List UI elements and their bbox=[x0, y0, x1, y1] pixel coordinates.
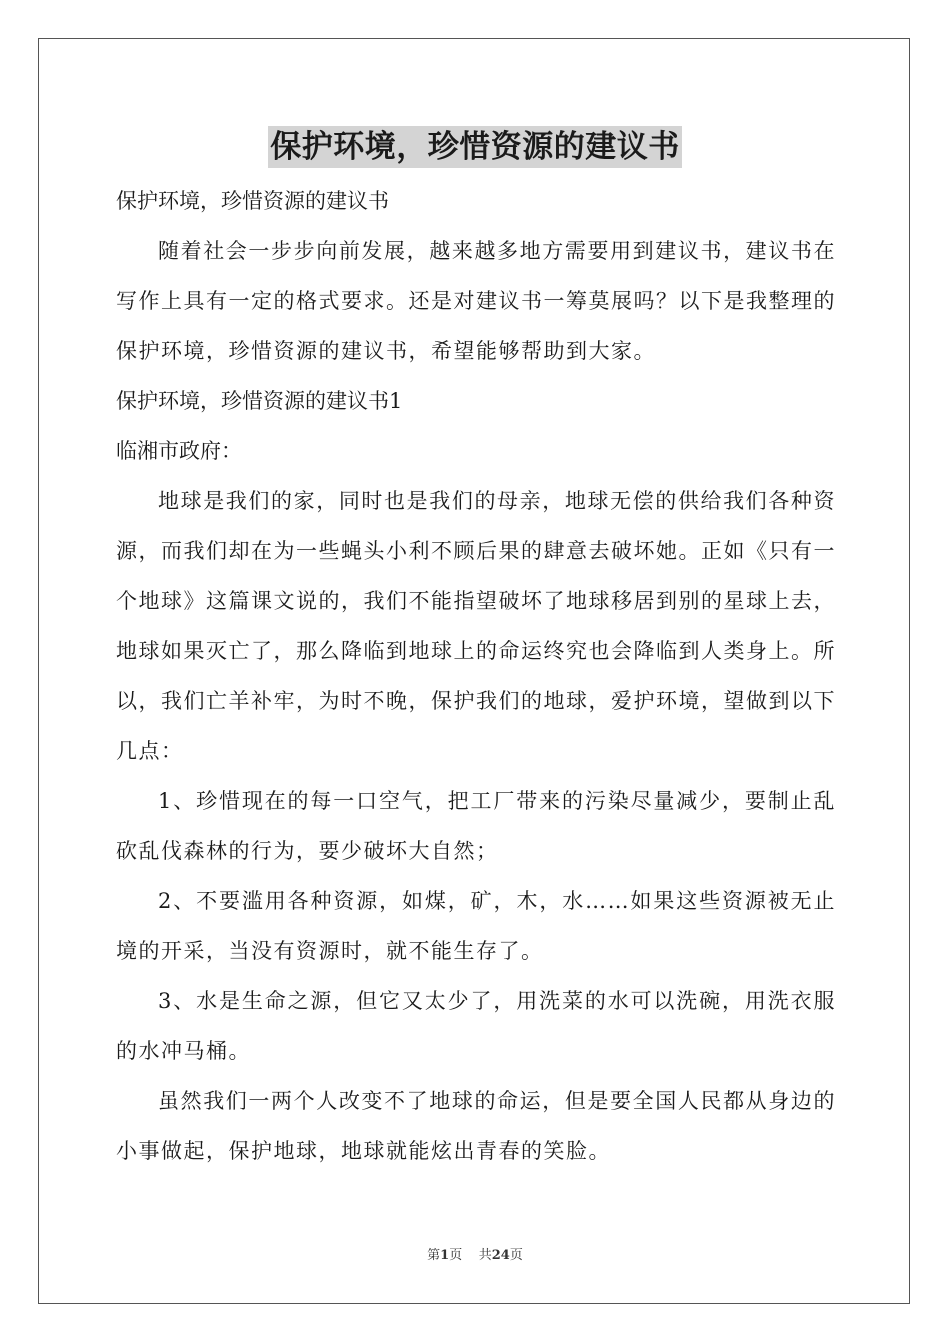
list-item: 2、不要滥用各种资源，如煤，矿，木，水……如果这些资源被无止境的开采，当没有资源时，就不能生存了。 bbox=[116, 889, 836, 963]
total-prefix: 共 bbox=[478, 1248, 492, 1263]
page-suffix: 页 bbox=[449, 1248, 463, 1263]
title-wrap bbox=[0, 126, 950, 168]
list-item: 3、水是生命之源，但它又太少了，用洗菜的水可以洗碗，用洗衣服的水冲马桶。 bbox=[116, 989, 836, 1063]
total-pages: 24 bbox=[491, 1248, 510, 1263]
intro-paragraph: 随着社会一步步向前发展，越来越多地方需要用到建议书，建议书在写作上具有一定的格式要求。还是对建议书一筹莫展吗？以下是我整理的保护环境，珍惜资源的建议书，希望能够帮助到大家。 bbox=[116, 239, 836, 363]
document-title: 保护环境，珍惜资源的建议书 bbox=[268, 126, 682, 168]
document-subtitle: 保护环境，珍惜资源的建议书 bbox=[116, 189, 389, 213]
page-number: 1 bbox=[440, 1248, 450, 1263]
salutation: 临湘市政府： bbox=[116, 439, 242, 463]
body-paragraph: 地球是我们的家，同时也是我们的母亲，地球无偿的供给我们各种资源，而我们却在为一些蝇头小利不顾后果的肆意去破坏她。正如《只有一个地球》这篇课文说的，我们不能指望破坏了地球移居到别的星球上去，地球如果灭亡了，那么降临到地球上的命运终究也会降临到人类身上。所以，我们亡羊补牢，为时不晚，保护我们的地球，爱护环境，望做到以下几点： bbox=[116, 489, 836, 763]
page-footer bbox=[0, 1244, 950, 1263]
document-body bbox=[116, 176, 836, 1176]
section-heading: 保护环境，珍惜资源的建议书1 bbox=[116, 389, 403, 413]
total-suffix: 页 bbox=[509, 1248, 523, 1263]
closing-paragraph: 虽然我们一两个人改变不了地球的命运，但是要全国人民都从身边的小事做起，保护地球，地球就能炫出青春的笑脸。 bbox=[116, 1089, 836, 1163]
list-item: 1、珍惜现在的每一口空气，把工厂带来的污染尽量减少，要制止乱砍乱伐森林的行为，要少破坏大自然； bbox=[116, 789, 836, 863]
page-prefix: 第 bbox=[427, 1248, 441, 1263]
